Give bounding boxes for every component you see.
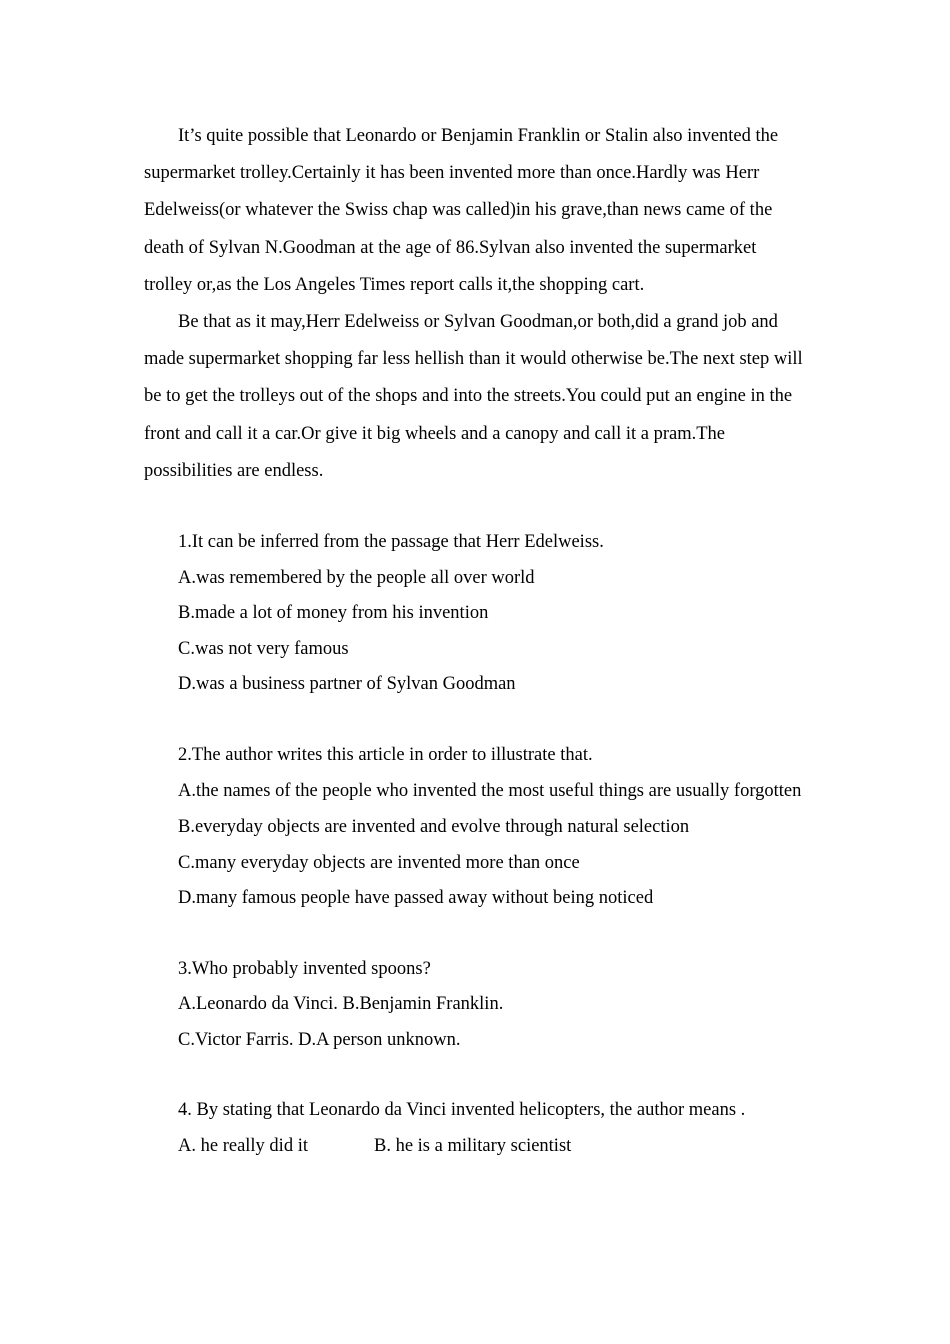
question-2 xyxy=(144,738,808,917)
passage-paragraph-2: Be that as it may,Herr Edelweiss or Sylvan Goodman,or both,did a grand job and made supermarket shopping far less hellish than it would otherwise be.The next step will be to get the trolleys out of the shops and into the streets.You could put an engine in the front and call it a car.Or give it big wheels and a canopy and call it a pram.The possibilities are endless. xyxy=(144,312,803,481)
question-stem: 2.The author writes this article in order to illustrate that. xyxy=(178,744,593,765)
option-a: A.the names of the people who invented the most useful things are usually forgotten xyxy=(178,781,802,802)
passage-paragraph-1: It’s quite possible that Leonardo or Benjamin Franklin or Stalin also invented the supermarket trolley.Certainly it has been invented more than once.Hardly was Herr Edelweiss(or whatever the Swiss chap was called)in his grave,than news came of the death of Sylvan N.Goodman at the age of 86.Sylvan also invented the supermarket trolley or,as the Los Angeles Times report calls it,the shopping cart. xyxy=(144,126,779,295)
options-line xyxy=(144,1129,808,1165)
options-line-2: C.Victor Farris. D.A person unknown. xyxy=(178,1029,461,1050)
question-stem: 1.It can be inferred from the passage that Herr Edelweiss. xyxy=(178,532,604,553)
question-stem: 3.Who probably invented spoons? xyxy=(178,958,431,979)
option-b: B.made a lot of money from his invention xyxy=(178,603,489,624)
question-3 xyxy=(144,952,808,1059)
option-a: A.was remembered by the people all over world xyxy=(178,567,535,588)
document-page xyxy=(144,118,808,1164)
spacer xyxy=(144,917,808,952)
options-line-1: A.Leonardo da Vinci. B.Benjamin Franklin. xyxy=(178,994,504,1015)
spacer xyxy=(144,703,808,738)
option-b: B. he is a military scientist xyxy=(373,1135,572,1156)
question-stem: 4. By stating that Leonardo da Vinci invented helicopters, the author means . xyxy=(178,1100,746,1121)
option-c: C.many everyday objects are invented more than once xyxy=(178,852,580,873)
question-4 xyxy=(144,1093,808,1164)
option-a: A. he really did it xyxy=(178,1135,308,1156)
option-d: D.was a business partner of Sylvan Goodman xyxy=(178,674,516,695)
option-b: B.everyday objects are invented and evolve through natural selection xyxy=(178,817,690,838)
spacer xyxy=(144,490,808,525)
option-d: D.many famous people have passed away without being noticed xyxy=(178,888,654,909)
option-c: C.was not very famous xyxy=(178,638,349,659)
question-1 xyxy=(144,525,808,703)
spacer xyxy=(144,1058,808,1093)
